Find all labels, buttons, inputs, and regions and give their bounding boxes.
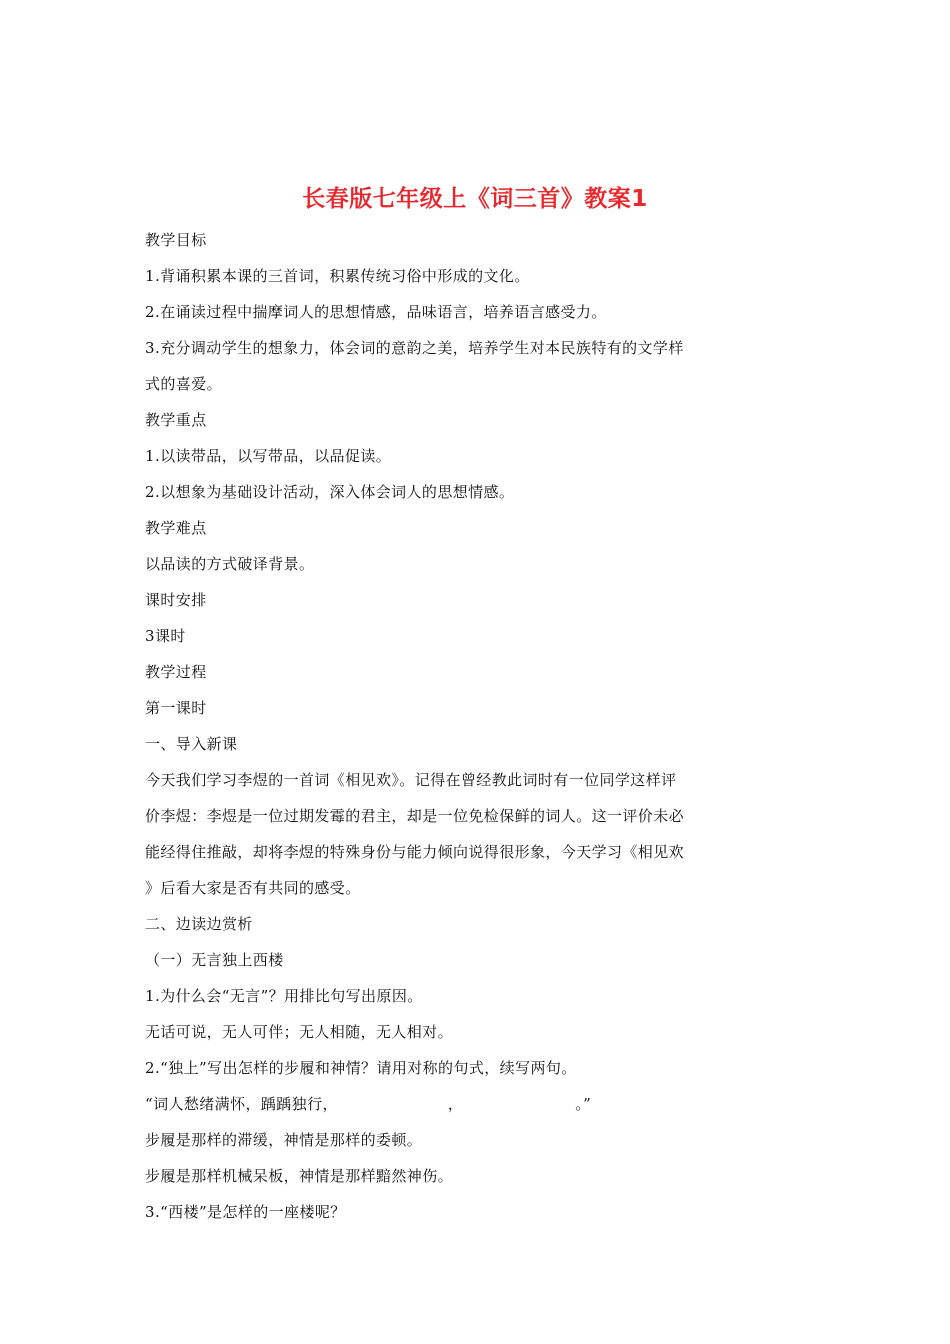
fill-in-line	[145, 1086, 745, 1122]
paragraph: 1.背诵积累本课的三首词，积累传统习俗中形成的文化。	[145, 267, 530, 285]
paragraph: 1.以读带品，以写带品，以品促读。	[145, 447, 392, 465]
paragraph: 能经得住推敲，却将李煜的特殊身份与能力倾向说得很形象，今天学习《相见欢	[145, 843, 685, 861]
paragraph: 式的喜爱。	[145, 375, 223, 393]
section-heading-difficulties: 教学难点	[145, 519, 207, 537]
paragraph: 2.“独上”写出怎样的步履和神情？请用对称的句式，续写两句。	[145, 1059, 577, 1077]
paragraph: 3.“西楼”是怎样的一座楼呢？	[145, 1203, 346, 1221]
paragraph: 一、导入新课	[145, 735, 238, 753]
paragraph: 3.充分调动学生的想象力，体会词的意韵之美，培养学生对本民族特有的文学样	[145, 339, 684, 357]
paragraph: 以品读的方式破译背景。	[145, 555, 315, 573]
paragraph: 无话可说，无人可伴；无人相随，无人相对。	[145, 1023, 454, 1041]
paragraph: 第一课时	[145, 699, 207, 717]
paragraph: 价李煜：李煜是一位过期发霉的君主，却是一位免检保鲜的词人。这一评价未必	[145, 807, 685, 825]
section-heading-process: 教学过程	[145, 663, 207, 681]
document-body	[145, 222, 745, 1230]
section-heading-key-points: 教学重点	[145, 411, 207, 429]
fill-in-comma: ，	[447, 1095, 464, 1113]
section-heading-schedule: 课时安排	[145, 591, 207, 609]
paragraph: 2.以想象为基础设计活动，深入体会词人的思想情感。	[145, 483, 515, 501]
paragraph: 二、边读边赏析	[145, 915, 253, 933]
paragraph: （一）无言独上西楼	[145, 951, 284, 969]
document-title: 长春版七年级上《词三首》教案1	[302, 186, 648, 212]
paragraph: 1.为什么会“无言”？用排比句写出原因。	[145, 987, 423, 1005]
paragraph: 》后看大家是否有共同的感受。	[145, 879, 361, 897]
paragraph: 3课时	[145, 627, 186, 645]
fill-in-end: 。”	[575, 1095, 592, 1113]
paragraph: 今天我们学习李煜的一首词《相见欢》。记得在曾经教此词时有一位同学这样评	[145, 771, 677, 789]
paragraph: 步履是那样的滞缓，神情是那样的委顿。	[145, 1131, 423, 1149]
fill-in-prefix: “词人愁绪满怀，踽踽独行，	[145, 1095, 338, 1113]
section-heading-goals: 教学目标	[145, 231, 207, 249]
paragraph: 2.在诵读过程中揣摩词人的思想情感，品味语言，培养语言感受力。	[145, 303, 607, 321]
paragraph: 步履是那样机械呆板，神情是那样黯然神伤。	[145, 1167, 454, 1185]
